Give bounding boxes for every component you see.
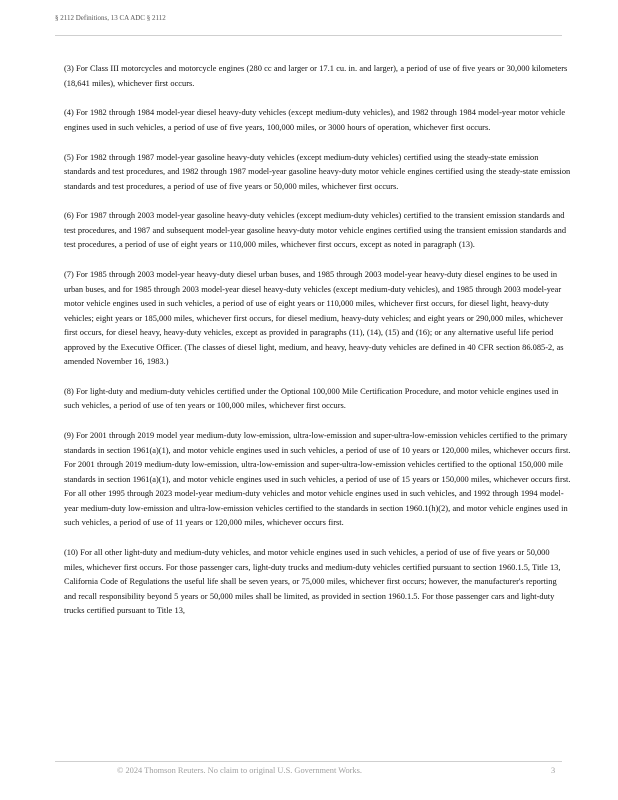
header-divider — [55, 35, 562, 36]
paragraph-9: (9) For 2001 through 2019 model year medium-duty low-emission, ultra-low-emission and super-ultra-low-emission vehicles certified to the primary standards in section 1961(a)(1), and motor vehicle engines used in such vehicles, a period of use of 10 years or 120,000 miles, whichever occurs first. For 2001 through 2019 medium-duty low-emission, ultra-low-emission and super-ultra-low-emission vehicles certified to the optional 150,000 mile standards in section 1961(a)(1), and motor vehicle engines used in such vehicles, a period of use of 15 years or 150,000 miles, whichever occurs first. For all other 1995 through 2023 model-year medium-duty vehicles and motor vehicle engines used in such vehicles, and 1992 through 1994 model-year medium-duty low-emission and ultra-low-emission vehicles certified to the standards in section 1960.1(h)(2), and motor vehicle engines used in such vehicles, a period of use of 11 years or 120,000 miles, whichever occurs first. — [64, 431, 571, 528]
paragraph-5: (5) For 1982 through 1987 model-year gasoline heavy-duty vehicles (except medium-duty vehicles) certified using the steady-state emission standards and test procedures, and 1982 through 1987 model-year gasoline heavy-duty motor vehicle engines certified using the steady-state emission standards and test procedures, a period of use of five years or 50,000 miles, whichever first occurs. — [64, 152, 571, 191]
copyright-footer: © 2024 Thomson Reuters. No claim to original U.S. Government Works. — [117, 766, 362, 775]
paragraph-6: (6) For 1987 through 2003 model-year gasoline heavy-duty vehicles (except medium-duty vehicles) certified to the transient emission standards and test procedures, and 1987 and subsequent model-year gasoline heavy-duty motor vehicle engines certified using the transient emission standards and test procedures, a period of use of eight years or 110,000 miles, whichever first occurs, except as noted in paragraph (13). — [64, 211, 567, 250]
paragraph-10: (10) For all other light-duty and medium-duty vehicles, and motor vehicle engines used in such vehicles, a period of use of five years or 50,000 miles, whichever first occurs. For those passenger cars, light-duty trucks and medium-duty vehicles certified pursuant to section 1960.1.5, Title 13, California Code of Regulations the useful life shall be seven years, or 75,000 miles, whichever first occurs; however, the manufacturer's reporting and recall responsibility beyond 5 years or 50,000 miles shall be limited, as provided in section 1960.1.5. For those passenger cars and light-duty trucks certified pursuant to Title 13, — [64, 548, 561, 616]
paragraph-4: (4) For 1982 through 1984 model-year diesel heavy-duty vehicles (except medium-duty vehicles), and 1982 through 1984 model-year motor vehicle engines used in such vehicles, a period of use of five years, 100,000 miles, or 3000 hours of operation, whichever first occurs. — [64, 108, 566, 132]
paragraph-3: (3) For Class III motorcycles and motorcycle engines (280 cc and larger or 17.1 cu. in. and larger), a period of use of five years or 30,000 kilometers (18,641 miles), whichever first occurs. — [64, 64, 568, 88]
document-body — [64, 62, 571, 634]
page-number: 3 — [551, 766, 556, 775]
paragraph-8: (8) For light-duty and medium-duty vehicles certified under the Optional 100,000 Mile Certification Procedure, and motor vehicle engines used in such vehicles, a period of use of ten years or 100,000 miles, whichever first occurs. — [64, 386, 559, 411]
paragraph-7: (7) For 1985 through 2003 model-year heavy-duty diesel urban buses, and 1985 through 2003 model-year heavy-duty diesel engines to be used in urban buses, and for 1985 through 2003 model-year diesel heavy-duty vehicles (except medium-duty vehicles), and 1985 through 2003 model-year motor vehicle engines used in such vehicles, a period of use of eight years or 110,000 miles, whichever first occurs, for diesel light, heavy-duty vehicles; eight years or 185,000 miles, whichever first occurs, for diesel medium, heavy-duty vehicles; and eight years or 290,000 miles, whichever first occurs, for diesel heavy, heavy-duty vehicles, except as provided in paragraphs (11), (14), (15) and (16); or any alternative useful life period approved by the Executive Officer. (The classes of diesel light, medium, and heavy, heavy-duty vehicles are defined in 40 CFR section 86.085-2, as amended November 16, 1983.) — [64, 270, 564, 367]
footer-divider — [55, 761, 562, 762]
running-header: § 2112 Definitions, 13 CA ADC § 2112 — [55, 14, 166, 22]
